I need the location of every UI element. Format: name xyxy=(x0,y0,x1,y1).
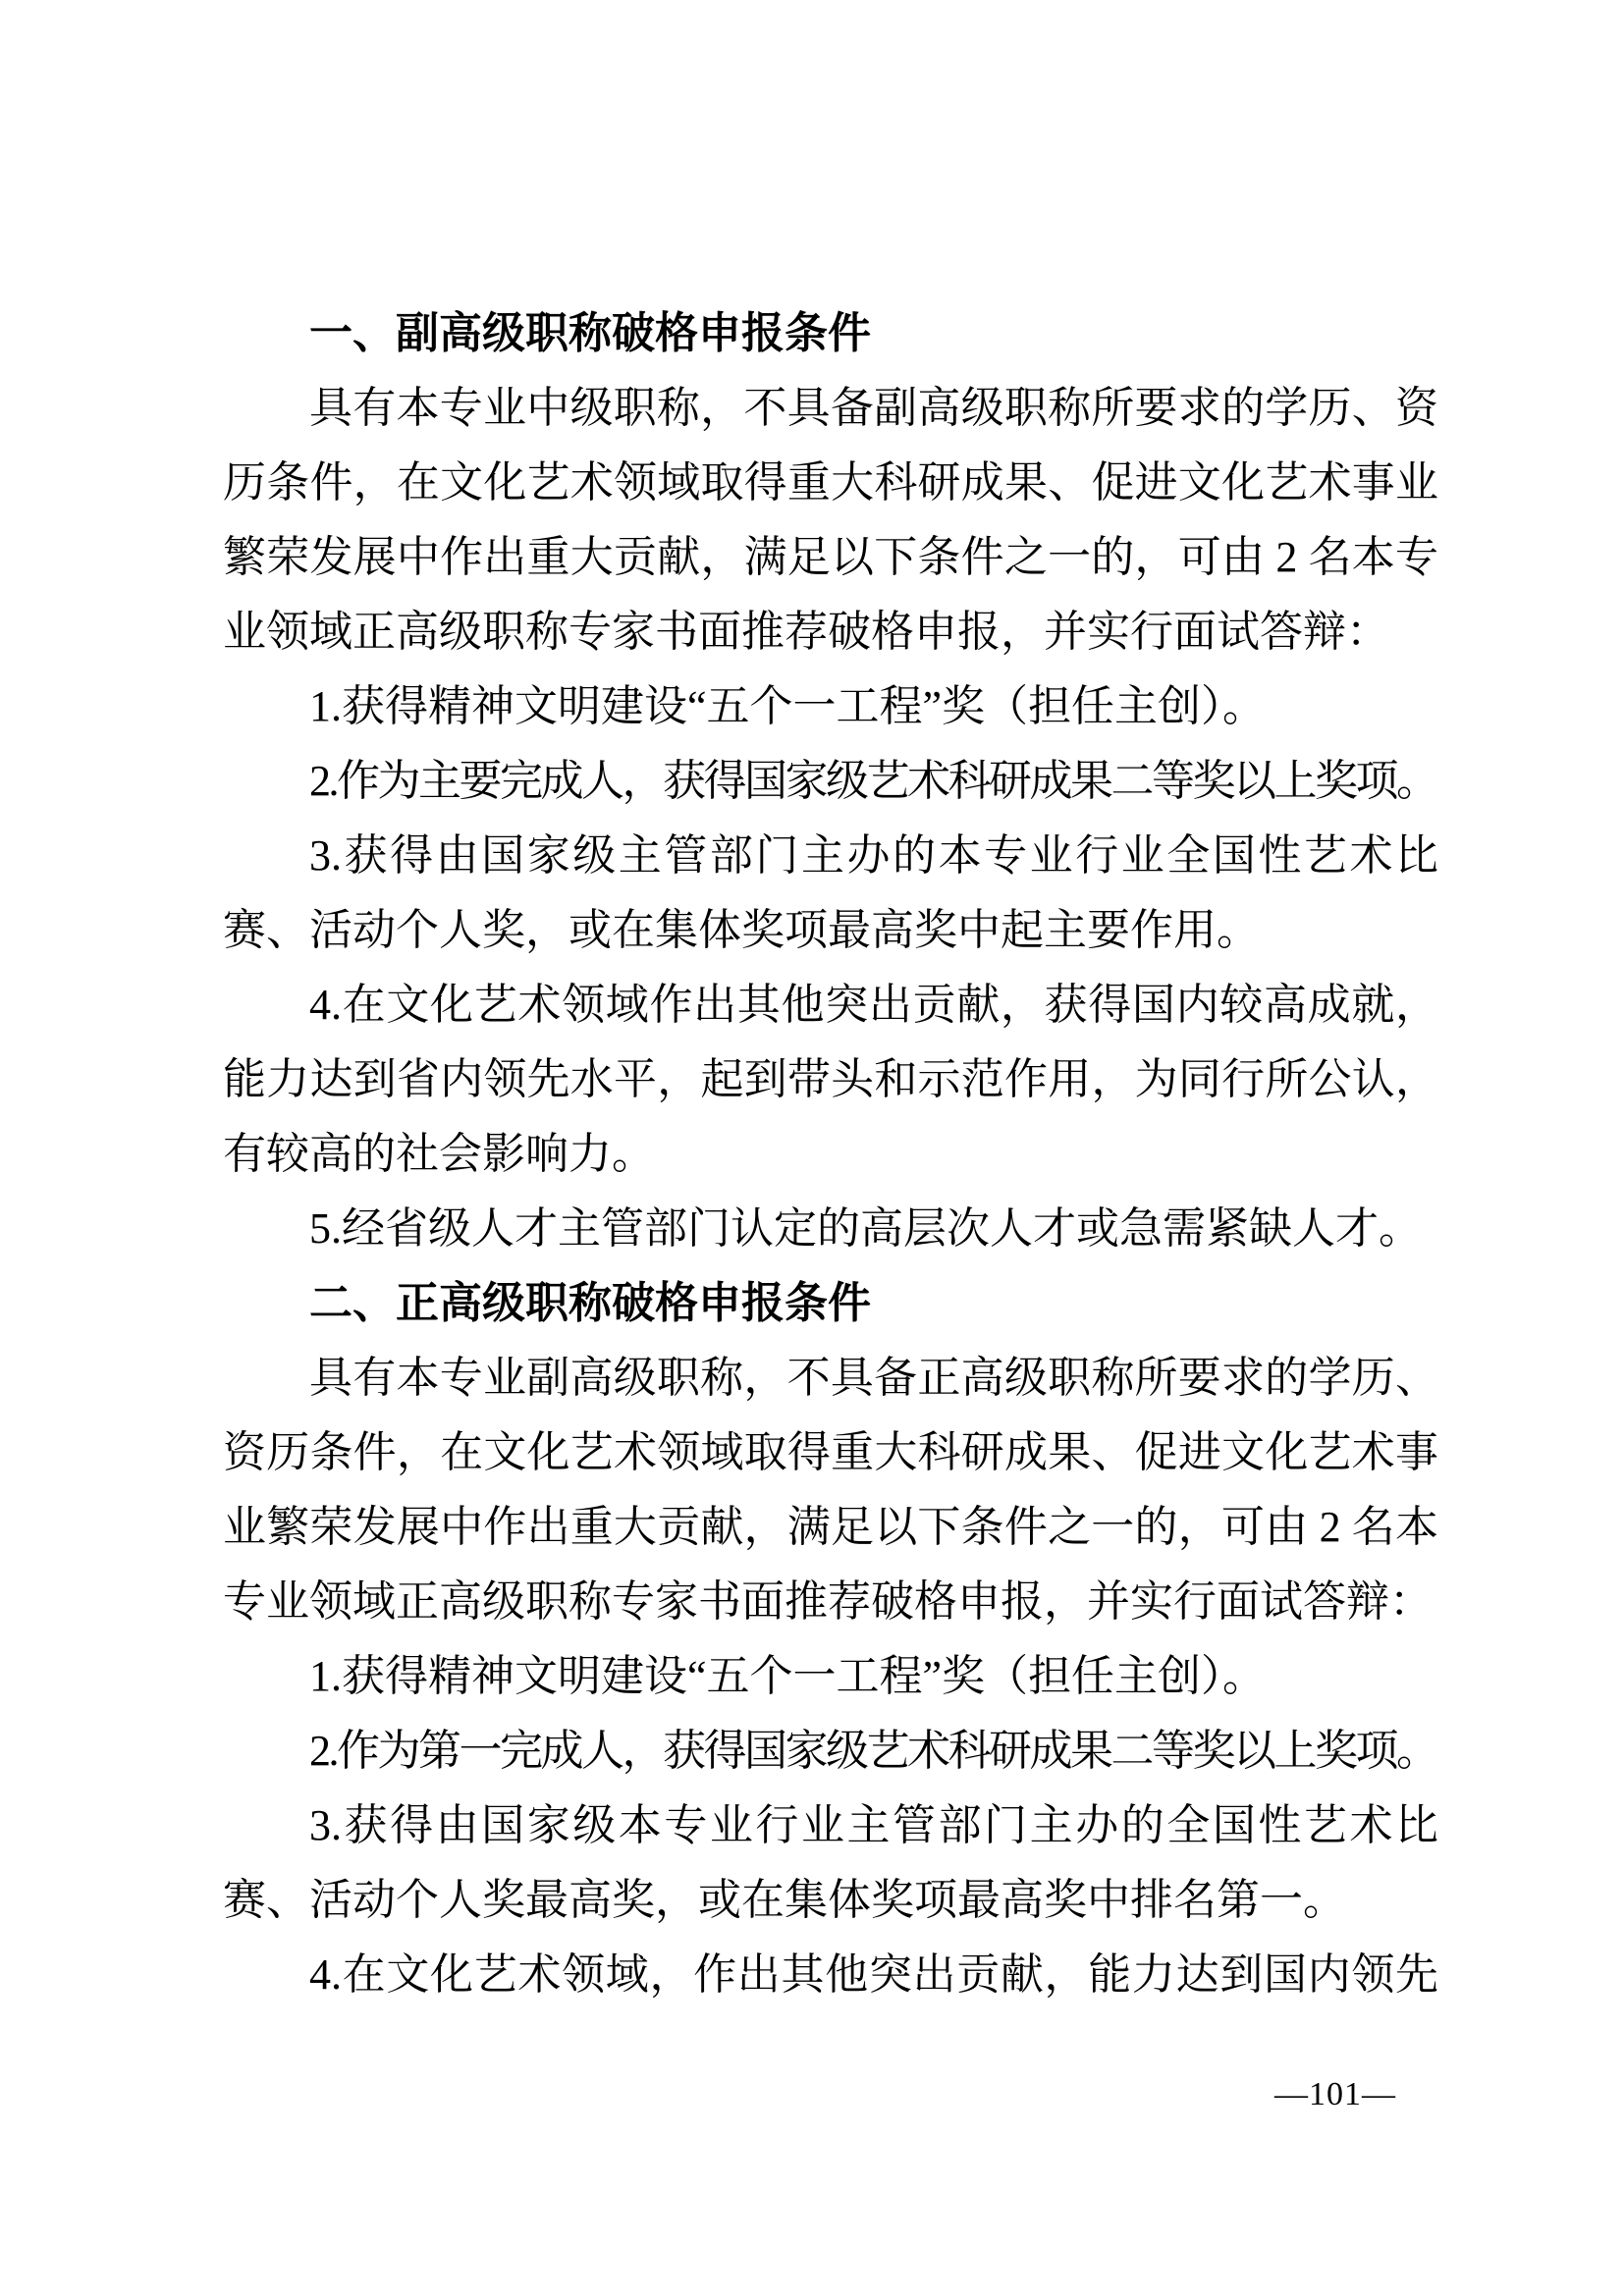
list-item xyxy=(223,1938,1438,2012)
text-line: 历条件，在文化艺术领域取得重大科研成果、促进文化艺术事业 xyxy=(223,458,1438,507)
text-line: 2.作为主要完成人，获得国家级艺术科研成果二等奖以上奖项。 xyxy=(309,757,1437,805)
text-line: 具有本专业副高级职称，不具备正高级职称所要求的学历、 xyxy=(309,1354,1438,1402)
list-item xyxy=(223,968,1438,1192)
list-item xyxy=(223,744,1438,819)
text-line: 3.获得由国家级主管部门主办的本专业行业全国性艺术比 xyxy=(309,831,1438,880)
page-number: —101— xyxy=(1274,2076,1396,2112)
text-line: 业繁荣发展中作出重大贡献，满足以下条件之一的，可由 2 名本 xyxy=(223,1503,1438,1551)
text-line: 赛、活动个人奖最高奖，或在集体奖项最高奖中排名第一。 xyxy=(223,1876,1346,1924)
text-line: 有较高的社会影响力。 xyxy=(223,1130,655,1178)
paragraph xyxy=(223,1341,1438,1639)
list-item xyxy=(223,1192,1438,1266)
text-line: 业领域正高级职称专家书面推荐破格申报，并实行面试答辩： xyxy=(223,608,1389,656)
text-line: 3.获得由国家级本专业行业主管部门主办的全国性艺术比 xyxy=(309,1801,1438,1849)
text-line: 4.在文化艺术领域作出其他突出贡献，获得国内较高成就， xyxy=(309,981,1438,1029)
text-line: 赛、活动个人奖，或在集体奖项最高奖中起主要作用。 xyxy=(223,906,1260,954)
section-1-heading: 一、副高级职称破格申报条件 xyxy=(309,309,871,357)
list-item xyxy=(223,1639,1438,1714)
text-line: 1.获得精神文明建设“五个一工程”奖（担任主创）。 xyxy=(309,1652,1267,1700)
text-line: 具有本专业中级职称，不具备副高级职称所要求的学历、资 xyxy=(309,384,1438,432)
text-line: 繁荣发展中作出重大贡献，满足以下条件之一的，可由 2 名本专 xyxy=(223,533,1438,581)
document-body xyxy=(223,296,1438,2012)
text-line: 资历条件，在文化艺术领域取得重大科研成果、促进文化艺术事 xyxy=(223,1428,1438,1476)
list-item xyxy=(223,669,1438,744)
text-line: 能力达到省内领先水平，起到带头和示范作用，为同行所公认， xyxy=(223,1055,1438,1103)
text-line: 1.获得精神文明建设“五个一工程”奖（担任主创）。 xyxy=(309,682,1267,730)
text-line: 2.作为第一完成人，获得国家级艺术科研成果二等奖以上奖项。 xyxy=(309,1727,1437,1775)
list-item xyxy=(223,819,1438,968)
text-line: 4.在文化艺术领域，作出其他突出贡献，能力达到国内领先 xyxy=(309,1950,1438,1999)
text-line: 专业领域正高级职称专家书面推荐破格申报，并实行面试答辩： xyxy=(223,1577,1433,1626)
paragraph xyxy=(223,371,1438,669)
text-line: 5.经省级人才主管部门认定的高层次人才或急需紧缺人才。 xyxy=(309,1204,1422,1253)
list-item xyxy=(223,1714,1438,1789)
list-item xyxy=(223,1789,1438,1938)
section-2-heading: 二、正高级职称破格申报条件 xyxy=(309,1279,871,1327)
